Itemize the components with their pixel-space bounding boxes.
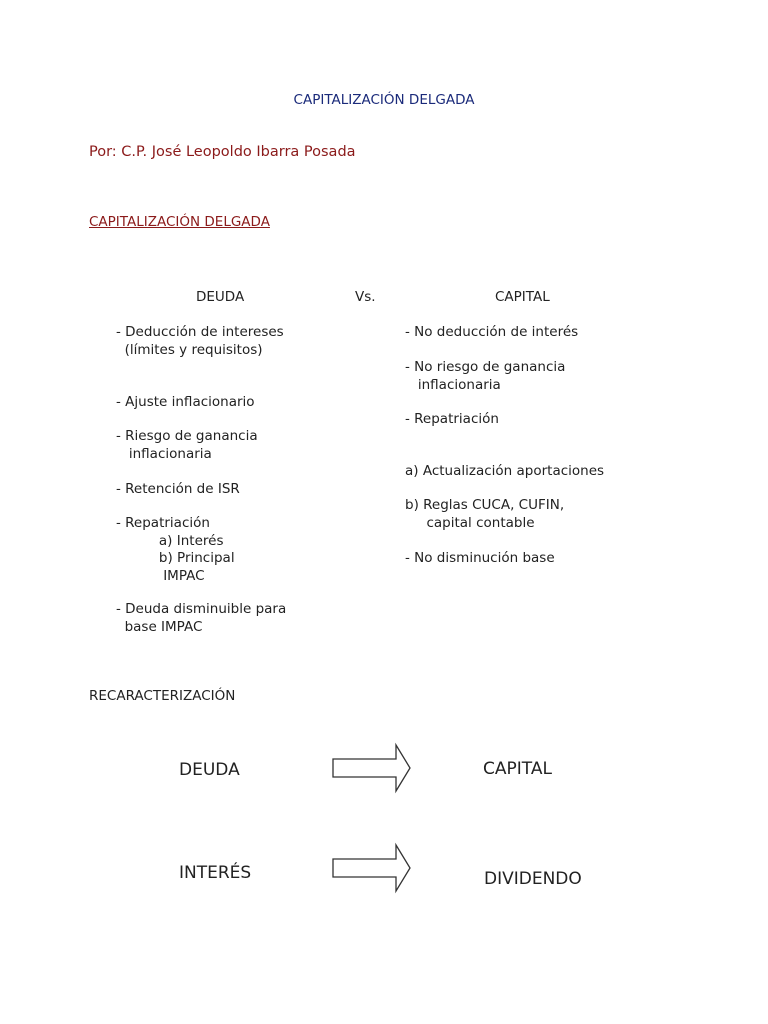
capital-item-contributions-update: a) Actualización aportaciones bbox=[405, 463, 605, 479]
capital-item-cuca-cufin-rules: b) Reglas CUCA, CUFIN, capital contable bbox=[405, 497, 565, 531]
author-line: Por: C.P. José Leopoldo Ibarra Posada bbox=[89, 144, 356, 160]
pair-to-dividend: DIVIDENDO bbox=[484, 869, 582, 889]
section-link[interactable]: CAPITALIZACIÓN DELGADA bbox=[89, 214, 270, 230]
debt-item-repatriation: - Repatriación a) Interés b) Principal IMPAC bbox=[116, 515, 235, 584]
recharacterization-heading: RECARACTERIZACIÓN bbox=[89, 688, 236, 704]
capital-item-no-base-reduction: - No disminución base bbox=[405, 550, 555, 566]
debt-item-isr-withholding: - Retención de ISR bbox=[116, 481, 240, 497]
document-title: CAPITALIZACIÓN DELGADA bbox=[293, 92, 475, 108]
pair-to-capital: CAPITAL bbox=[483, 759, 552, 779]
capital-item-no-interest-deduction: - No deducción de interés bbox=[405, 324, 579, 340]
debt-item-inflation-adjustment: - Ajuste inflacionario bbox=[116, 394, 255, 410]
debt-item-interest-deduction: - Deducción de intereses (límites y requisitos) bbox=[116, 324, 284, 358]
debt-item-impac-base: - Deuda disminuible para base IMPAC bbox=[116, 601, 287, 635]
capital-item-no-inflation-risk: - No riesgo de ganancia inflacionaria bbox=[405, 359, 566, 393]
versus-label: Vs. bbox=[355, 289, 376, 305]
pair-from-debt: DEUDA bbox=[179, 760, 240, 780]
pair-from-interest: INTERÉS bbox=[179, 863, 252, 883]
right-arrow-icon bbox=[330, 842, 414, 894]
debt-heading: DEUDA bbox=[196, 289, 245, 305]
debt-item-inflation-risk: - Riesgo de ganancia inflacionaria bbox=[116, 428, 258, 462]
capital-item-repatriation: - Repatriación bbox=[405, 411, 499, 427]
right-arrow-icon bbox=[330, 742, 414, 794]
capital-heading: CAPITAL bbox=[495, 289, 550, 305]
